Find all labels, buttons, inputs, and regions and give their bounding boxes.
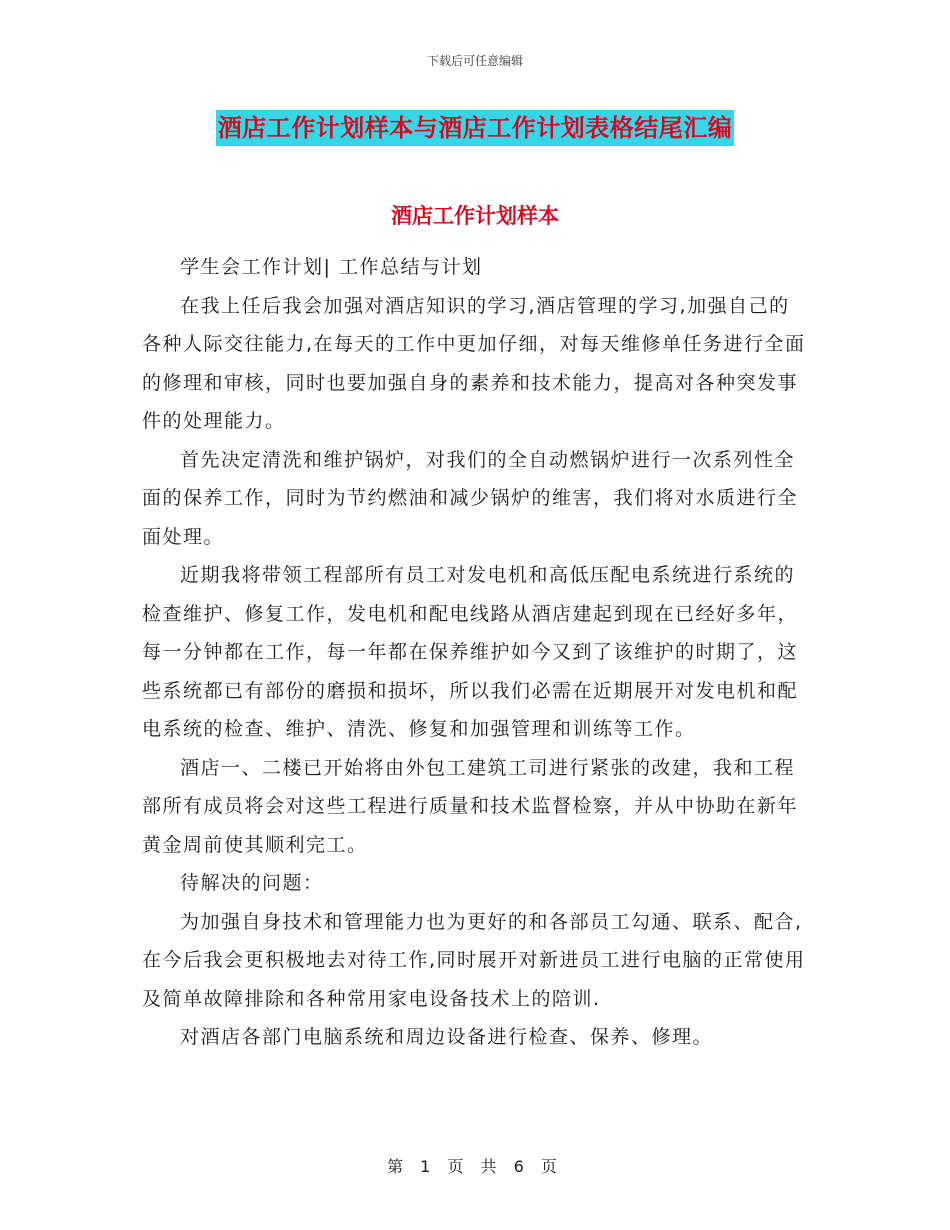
section-title: 酒店工作计划样本 bbox=[391, 203, 559, 228]
paragraph: 近期我将带领工程部所有员工对发电机和高低压配电系统进行系统的检查维护、修复工作，发电机和配电线路从酒店建起到现在已经好多年，每一分钟都在工作，每一年都在保养维护如今又到了该维护的时期了，这些系统都已有部份的磨损和损坏，所以我们必需在近期展开对发电机和配电系统的检查、维护、清洗、修复和加强管理和训练等工作。 bbox=[142, 564, 799, 740]
header-note: 下载后可任意编辑 bbox=[426, 54, 523, 68]
paragraph: 待解决的问题： bbox=[180, 872, 324, 894]
paragraph: 首先决定清洗和维护锅炉，对我们的全自动燃锅炉进行一次系列性全面的保养工作，同时为节约燃油和减少锅炉的维害，我们将对水质进行全面处理。 bbox=[142, 448, 799, 548]
paragraph: 学生会工作计划| 工作总结与计划 bbox=[180, 256, 483, 278]
paragraph: 酒店一、二楼已开始将由外包工建筑工司进行紧张的改建，我和工程部所有成员将会对这些工程进行质量和技术监督检察，并从中协助在新年黄金周前使其顺利完工。 bbox=[142, 756, 799, 856]
page-number-footer: 第 1 页 共 6 页 bbox=[387, 1157, 563, 1176]
document-body bbox=[142, 248, 806, 1057]
document-title-container bbox=[0, 110, 950, 146]
document-title: 酒店工作计划样本与酒店工作计划表格结尾汇编 bbox=[216, 110, 735, 146]
paragraph: 在我上任后我会加强对酒店知识的学习,酒店管理的学习,加强自己的各种人际交往能力,在每天的工作中更加仔细，对每天维修单任务进行全面的修理和审核，同时也要加强自身的素养和技术能力，提高对各种突发事件的处理能力。 bbox=[142, 294, 806, 432]
paragraph: 为加强自身技术和管理能力也为更好的和各部员工勾通、联系、配合,在今后我会更积极地去对待工作,同时展开对新进员工进行电脑的正常使用及简单故障排除和各种常用家电设备技术上的陪训. bbox=[142, 910, 806, 1010]
paragraph: 对酒店各部门电脑系统和周边设备进行检查、保养、修理。 bbox=[180, 1026, 714, 1048]
